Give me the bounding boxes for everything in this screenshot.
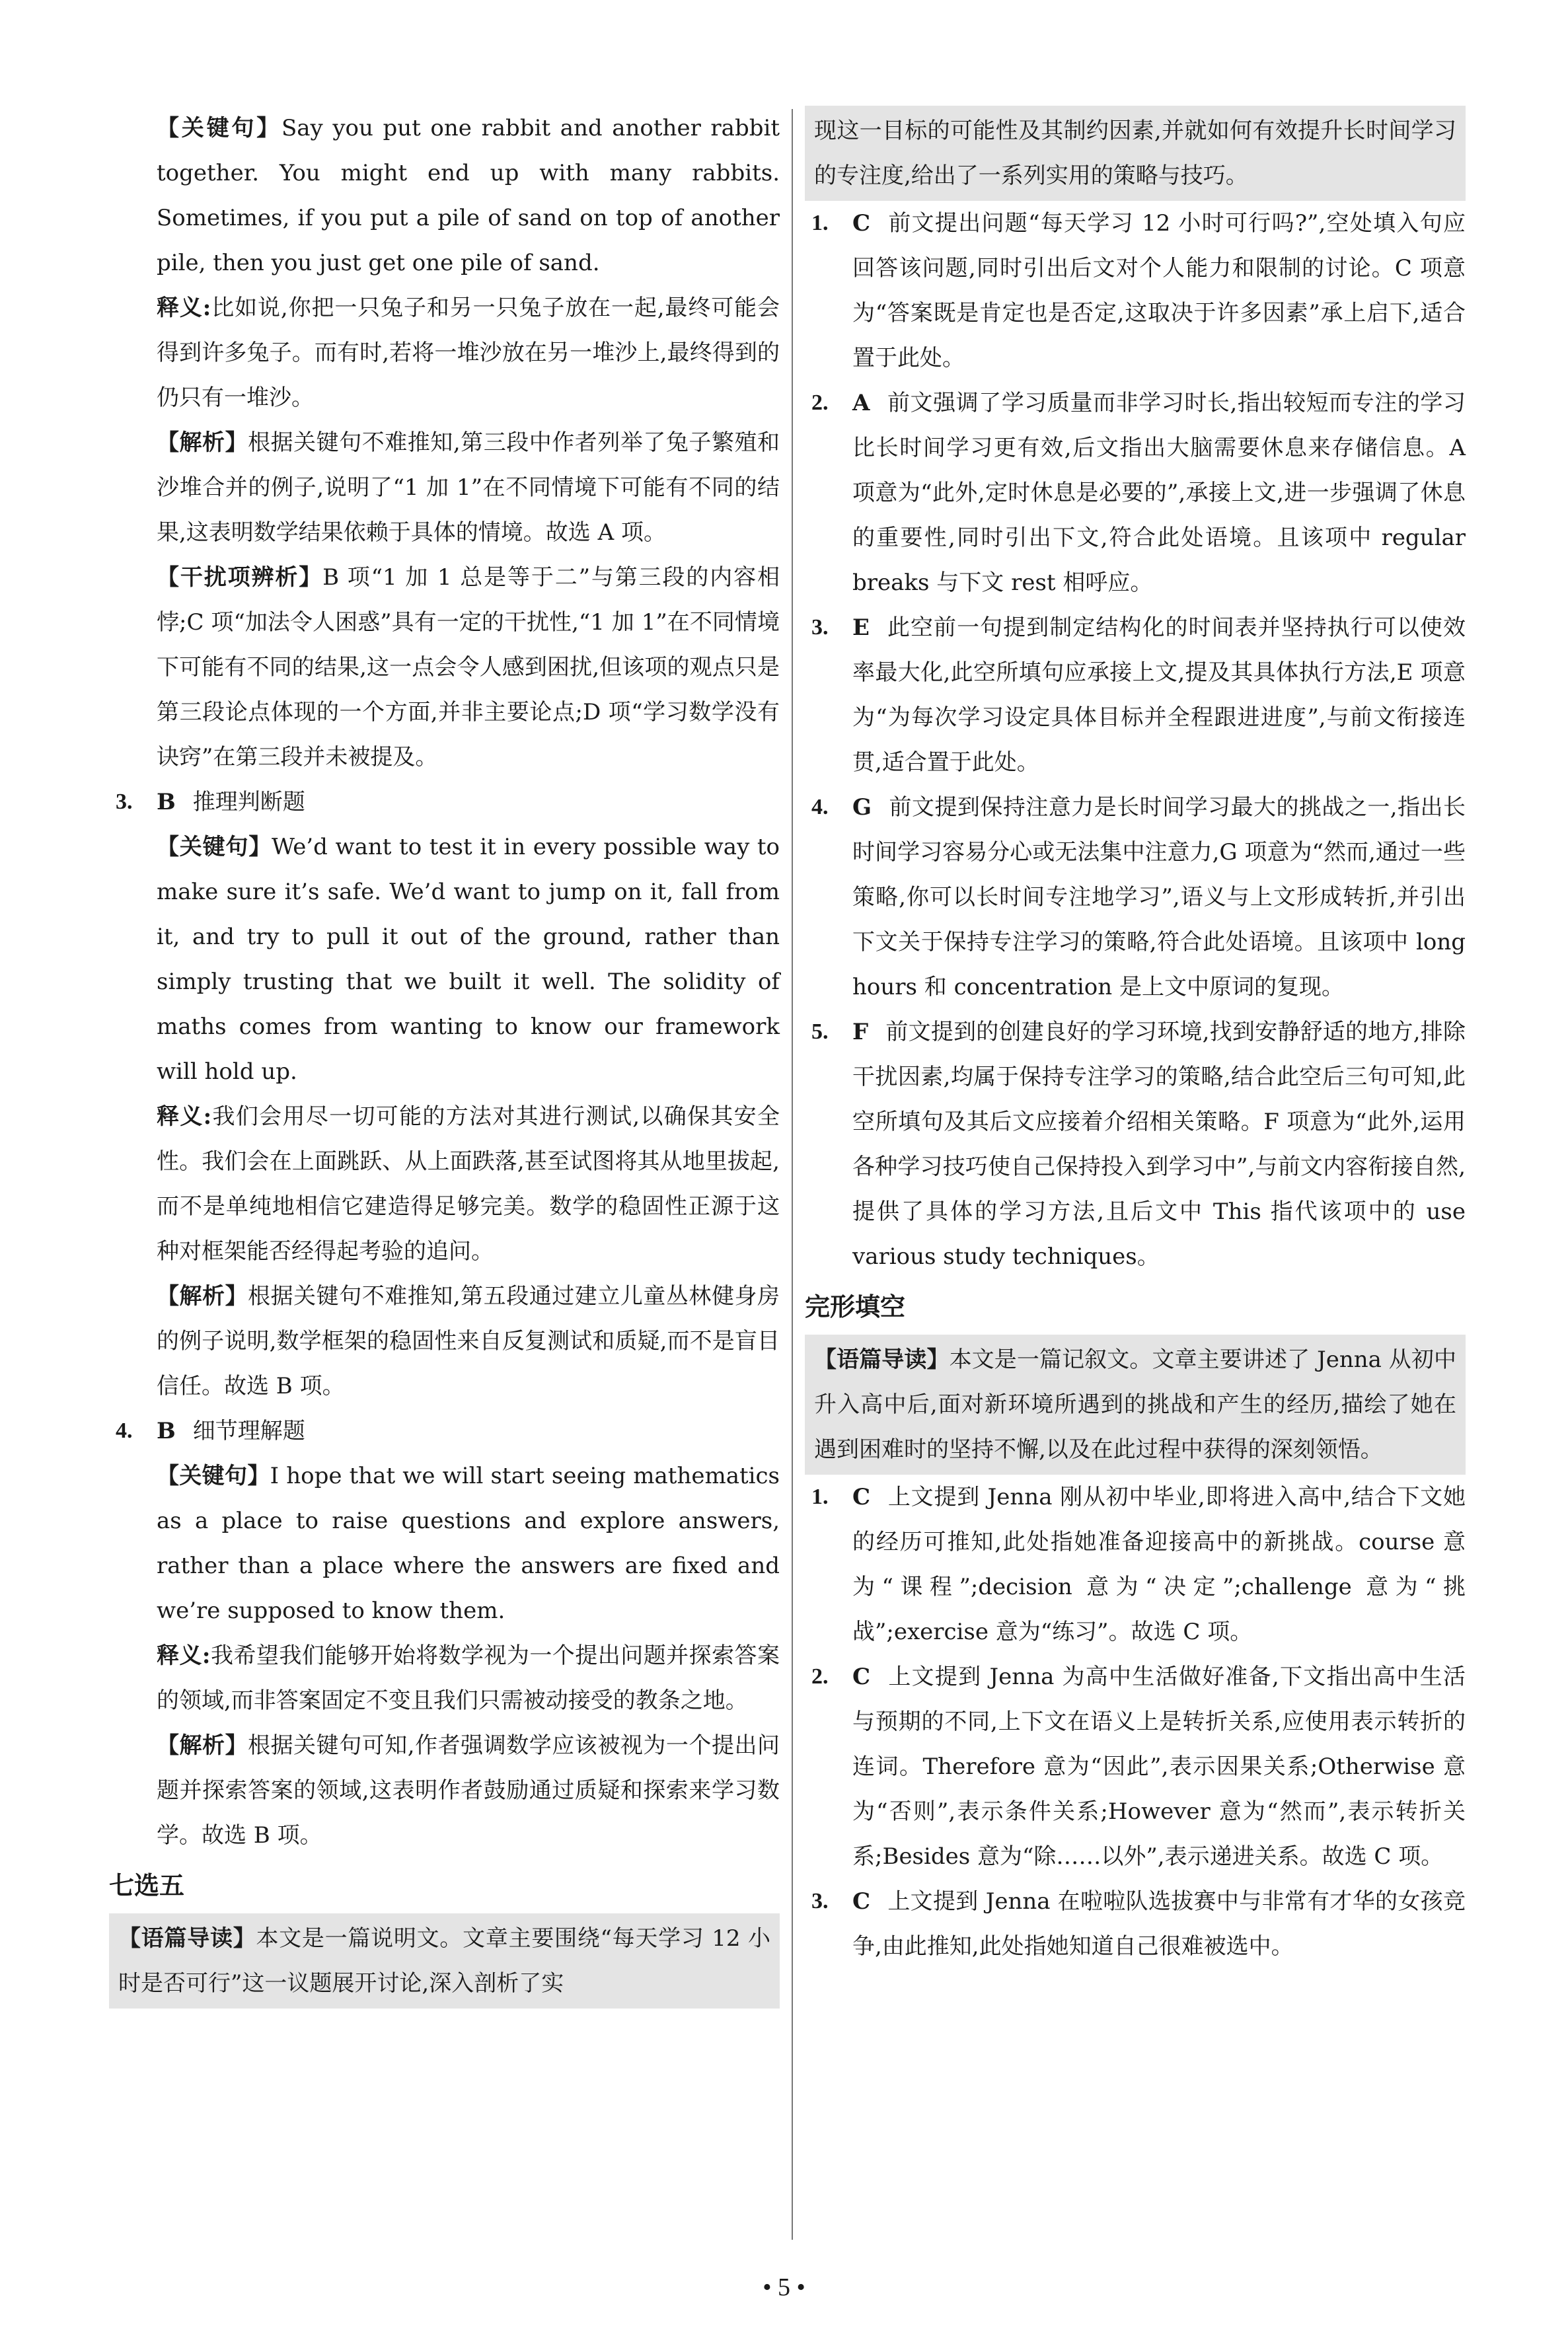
- question-number: 1.: [811, 1485, 829, 1509]
- answer-letter: C: [852, 1484, 871, 1510]
- answer-item: [805, 1010, 1466, 1279]
- answer-letter: C: [852, 210, 871, 237]
- q4-analysis: [109, 1723, 780, 1858]
- answer-explanation: 前文提出问题“每天学习 12 小时可行吗?”,空处填入句应回答该问题,同时引出后文对个人能力和限制的讨论。C 项意为“答案既是肯定也是否定,这取决于许多因素”承上启下,适合置于此处。: [852, 210, 1466, 371]
- q2-key-sentence: [109, 106, 780, 285]
- answer-explanation: 前文强调了学习质量而非学习时长,指出较短而专注的学习比长时间学习更有效,后文指出大脑需要休息来存储信息。A 项意为“此外,定时休息是必要的”,承接上文,进一步强调了休息的重要性,同时引出下文,符合此处语境。且该项中 regular breaks 与下文 rest 相呼应。: [852, 390, 1466, 596]
- q2-analysis: [109, 420, 780, 555]
- answer-item: [805, 1879, 1466, 1969]
- answer-item: [805, 201, 1466, 381]
- question-type: 细节理解题: [192, 1418, 305, 1444]
- answer-explanation: 前文提到的创建良好的学习环境,找到安静舒适的地方,排除干扰因素,均属于保持专注学习的策略,结合此空后三句可知,此空所填句及其后文应接着介绍相关策略。F 项意为“此外,运用各种学习技巧使自己保持投入到学习中”,与前文内容衔接自然,提供了具体的学习方法,且后文中 This 指代该项中的 use various study techniques。: [852, 1019, 1466, 1270]
- answer-explanation: 上文提到 Jenna 在啦啦队选拔赛中与非常有才华的女孩竞争,由此推知,此处指她知道自己很难被选中。: [852, 1888, 1466, 1960]
- q3-analysis: [109, 1274, 780, 1409]
- analysis-text: 根据关键句不难推知,第五段通过建立儿童丛林健身房的例子说明,数学框架的稳固性来自反复测试和质疑,而不是盲目信任。故选 B 项。: [157, 1283, 780, 1399]
- analysis-label: 【解析】: [157, 1732, 248, 1759]
- answer-item: [805, 785, 1466, 1010]
- answer-letter: A: [852, 390, 870, 416]
- seven-choose-five-answers: [805, 201, 1466, 1279]
- answer-letter: B: [157, 1418, 176, 1444]
- distractor-text: B 项“1 加 1 总是等于二”与第三段的内容相悖;C 项“加法令人困惑”具有一定的干扰性,“1 加 1”在不同情境下可能有不同的结果,这一点会令人感到困扰,但该项的观点只是第三段论点体现的一个方面,并非主要论点;D 项“学习数学没有诀窍”在第三段并未被提及。: [157, 564, 780, 770]
- guide-label: 【语篇导读】: [814, 1347, 950, 1373]
- cloze-guide: [805, 1335, 1466, 1475]
- answer-letter: G: [852, 794, 872, 821]
- question-type: 推理判断题: [192, 789, 305, 815]
- seven-choose-five-guide: [109, 1913, 780, 2009]
- answer-item: [805, 1475, 1466, 1654]
- answer-explanation: 前文提到保持注意力是长时间学习最大的挑战之一,指出长时间学习容易分心或无法集中注意力,G 项意为“然而,通过一些策略,你可以长时间专注地学习”,语义与上文形成转折,并引出下文关于保持专注学习的策略,符合此处语境。且该项中 long hours 和 concentration 是上文中原词的复现。: [852, 794, 1466, 1000]
- guide-text: 本文是一篇记叙文。文章主要讲述了 Jenna 从初中升入高中后,面对新环境所遇到的挑战和产生的经历,描绘了她在遇到困难时的坚持不懈,以及在此过程中获得的深刻领悟。: [814, 1347, 1456, 1463]
- guide-text: 本文是一篇说明文。文章主要围绕“每天学习 12 小时是否可行”这一议题展开讨论,深入剖析了实: [118, 1925, 771, 1997]
- answer-explanation: 此空前一句提到制定结构化的时间表并坚持执行可以使效率最大化,此空所填句应承接上文,提及其具体执行方法,E 项意为“为每次学习设定具体目标并全程跟进进度”,与前文衔接连贯,适合置于此处。: [852, 614, 1466, 776]
- q4-header: [109, 1409, 780, 1454]
- q2-translation: [109, 285, 780, 420]
- page-number: • 5 •: [763, 2273, 805, 2301]
- answer-letter: E: [852, 614, 870, 641]
- answer-letter: C: [852, 1888, 871, 1915]
- seven-choose-five-guide-continued: 现这一目标的可能性及其制约因素,并就如何有效提升长时间学习的专注度,给出了一系列实用的策略与技巧。: [805, 106, 1466, 201]
- left-column: [109, 106, 780, 2009]
- question-number: 3.: [811, 615, 829, 640]
- answer-item: [805, 1654, 1466, 1879]
- q4-key-sentence: [109, 1454, 780, 1633]
- q4-translation: [109, 1633, 780, 1723]
- translation-text: 比如说,你把一只兔子和另一只兔子放在一起,最终可能会得到许多兔子。而有时,若将一堆沙放在另一堆沙上,最终得到的仍只有一堆沙。: [157, 295, 780, 411]
- analysis-label: 【解析】: [157, 429, 248, 456]
- question-number: 3.: [116, 790, 133, 814]
- answer-explanation: 上文提到 Jenna 为高中生活做好准备,下文指出高中生活与预期的不同,上下文在语义上是转折关系,应使用表示转折的连词。Therefore 意为“因此”,表示因果关系;Otherwise 意为“否则”,表示条件关系;However 意为“然而”,表示转折关系;Besides 意为“除……以外”,表示递进关系。故选 C 项。: [852, 1664, 1466, 1870]
- section-title-seven-choose-five: 七选五: [109, 1871, 185, 1900]
- question-number: 2.: [811, 390, 829, 415]
- answer-letter: B: [157, 789, 176, 815]
- answer-item: [805, 381, 1466, 605]
- analysis-label: 【解析】: [157, 1283, 248, 1310]
- key-sentence-text: Say you put one rabbit and another rabbit together. You might end up with many rabbits. Sometimes, if you put a pile of sand on top of another pile, then you just get one pile of sand.: [157, 115, 780, 276]
- question-number: 3.: [811, 1889, 829, 1913]
- key-sentence-label: 【关键句】: [157, 115, 281, 141]
- answer-letter: C: [852, 1664, 871, 1690]
- q3-key-sentence: [109, 825, 780, 1094]
- question-number: 4.: [811, 795, 829, 819]
- answer-item: [805, 605, 1466, 785]
- question-number: 1.: [811, 211, 829, 235]
- key-sentence-text: We’d want to test it in every possible way to make sure it’s safe. We’d want to jump on it, fall from it, and try to pull it out of the ground, rather than simply trusting that we built it well. The solidity of maths comes from wanting to know our framework will hold up.: [157, 834, 780, 1085]
- question-number: 4.: [116, 1419, 133, 1443]
- q3-header: [109, 780, 780, 825]
- answer-explanation: 上文提到 Jenna 刚从初中毕业,即将进入高中,结合下文她的经历可推知,此处指她准备迎接高中的新挑战。course 意为“课程”;decision 意为“决定”;challenge 意为“挑战”;exercise 意为“练习”。故选 C 项。: [852, 1484, 1466, 1645]
- translation-label: 释义:: [157, 1103, 212, 1130]
- right-column: [805, 106, 1466, 1969]
- key-sentence-label: 【关键句】: [157, 1463, 270, 1489]
- key-sentence-label: 【关键句】: [157, 834, 272, 860]
- answer-letter: F: [852, 1019, 869, 1045]
- key-sentence-text: I hope that we will start seeing mathematics as a place to raise questions and explore answers, rather than a place where the answers are fixed and we’re supposed to know them.: [157, 1463, 780, 1624]
- q3-translation: [109, 1094, 780, 1274]
- translation-label: 释义:: [157, 295, 211, 321]
- translation-label: 释义:: [157, 1642, 211, 1669]
- translation-text: 我们会用尽一切可能的方法对其进行测试,以确保其安全性。我们会在上面跳跃、从上面跌落,甚至试图将其从地里拔起,而不是单纯地相信它建造得足够完美。数学的稳固性正源于这种对框架能否经得起考验的追问。: [157, 1103, 780, 1265]
- question-number: 2.: [811, 1664, 829, 1689]
- section-title-cloze: 完形填空: [805, 1292, 906, 1321]
- column-divider: [792, 109, 793, 2240]
- question-number: 5.: [811, 1019, 829, 1044]
- cloze-answers: [805, 1475, 1466, 1969]
- distractor-label: 【干扰项辨析】: [157, 564, 323, 591]
- analysis-text: 根据关键句可知,作者强调数学应该被视为一个提出问题并探索答案的领域,这表明作者鼓励通过质疑和探索来学习数学。故选 B 项。: [157, 1732, 780, 1849]
- q2-distractor: [109, 555, 780, 780]
- translation-text: 我希望我们能够开始将数学视为一个提出问题并探索答案的领域,而非答案固定不变且我们只需被动接受的教条之地。: [157, 1642, 780, 1714]
- guide-label: 【语篇导读】: [118, 1925, 256, 1952]
- analysis-text: 根据关键句不难推知,第三段中作者列举了兔子繁殖和沙堆合并的例子,说明了“1 加 1”在不同情境下可能有不同的结果,这表明数学结果依赖于具体的情境。故选 A 项。: [157, 429, 780, 546]
